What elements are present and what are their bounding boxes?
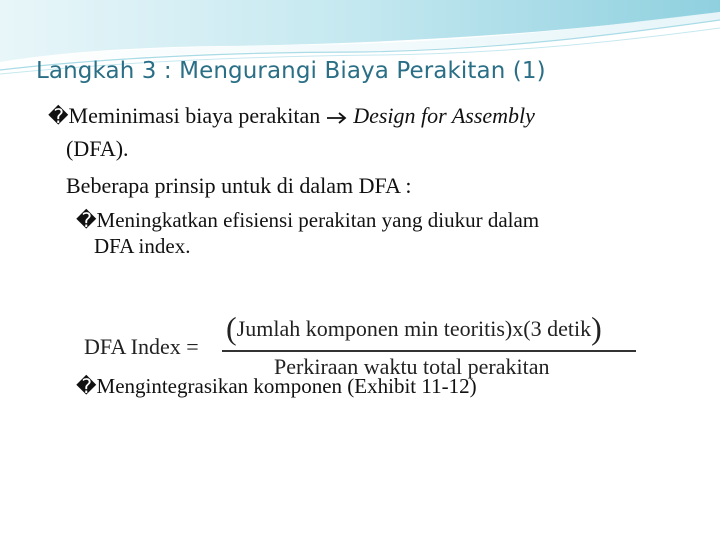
formula-paren-left: ( xyxy=(226,310,237,346)
formula-numerator-part2: 3 detik xyxy=(530,316,592,341)
bullet-glyph: � xyxy=(48,104,69,128)
formula-paren-right: ) xyxy=(591,310,602,346)
bullet-1-continuation: (DFA). xyxy=(66,136,129,161)
formula-numerator xyxy=(226,310,602,346)
bullet-glyph: � xyxy=(76,208,97,232)
subheading: Beberapa prinsip untuk di dalam DFA : xyxy=(66,173,412,198)
slide-title: Langkah 3 : Mengurangi Biaya Perakitan (1) xyxy=(36,58,546,84)
sub-bullet-1-continuation: DFA index. xyxy=(94,234,191,258)
bullet-1-italic-text: Design for Assembly xyxy=(353,103,535,128)
sub-bullet-2-text: Mengintegrasikan komponen (Exhibit 11-12) xyxy=(96,374,477,398)
sub-bullet-item-2 xyxy=(76,374,477,399)
formula-numerator-part1: Jumlah komponen min teoritis xyxy=(236,316,505,341)
sub-bullet-1-text: Meningkatkan efisiensi perakitan yang diukur dalam xyxy=(96,208,540,232)
formula-fraction-bar xyxy=(222,350,636,352)
formula-lhs: DFA Index = xyxy=(84,334,199,359)
formula-numerator-middle: )x( xyxy=(504,316,531,341)
formula-denominator: Perkiraan waktu total perakitan xyxy=(274,354,550,379)
bullet-1-text: Meminimasi biaya perakitan xyxy=(68,103,321,128)
right-arrow-icon xyxy=(326,111,348,125)
bullet-item-1 xyxy=(48,103,535,129)
sub-bullet-item-1 xyxy=(76,208,539,233)
bullet-glyph: � xyxy=(76,374,97,398)
